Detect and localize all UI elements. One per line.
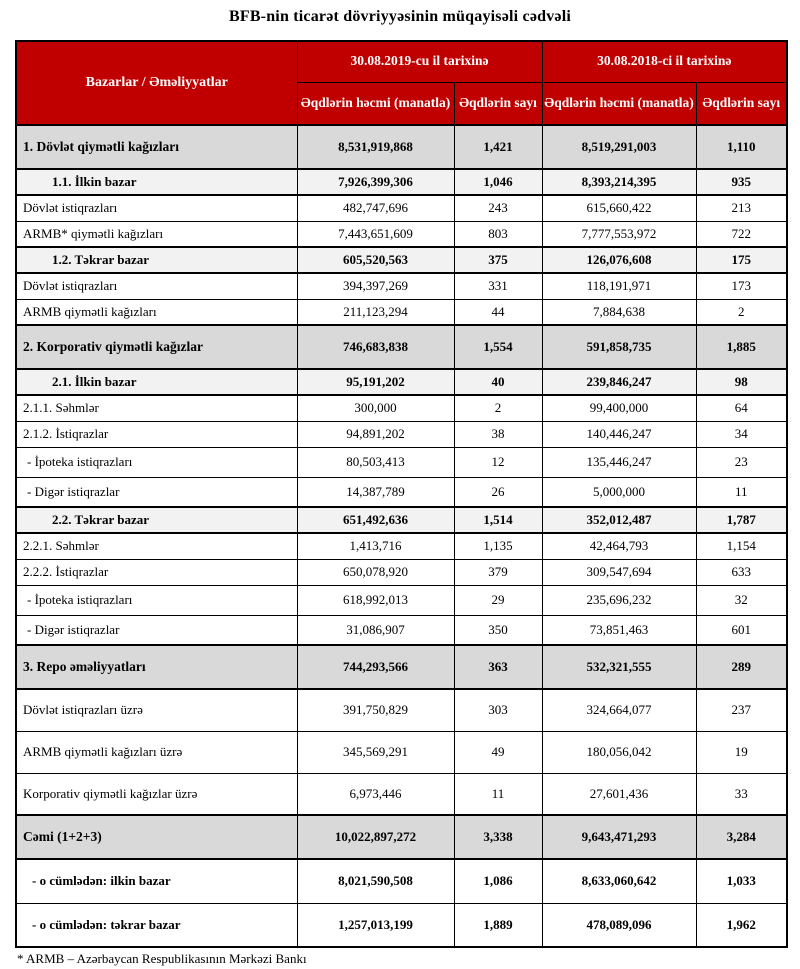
row-value: 7,884,638 (542, 299, 696, 325)
table-row (16, 221, 787, 247)
row-value: 23 (696, 447, 787, 477)
table-row (16, 477, 787, 507)
row-value: 1,086 (454, 859, 542, 903)
row-value: 633 (696, 559, 787, 585)
table-row (16, 299, 787, 325)
row-value: 1,154 (696, 533, 787, 559)
row-value: 33 (696, 773, 787, 815)
row-value: 1,033 (696, 859, 787, 903)
table-row (16, 615, 787, 645)
row-value: 650,078,920 (297, 559, 454, 585)
row-value: 300,000 (297, 395, 454, 421)
row-value: 2 (454, 395, 542, 421)
table-row (16, 447, 787, 477)
row-value: 744,293,566 (297, 645, 454, 689)
table-row (16, 533, 787, 559)
row-value: 239,846,247 (542, 369, 696, 395)
row-value: 8,393,214,395 (542, 169, 696, 195)
table-row (16, 689, 787, 731)
row-value: 7,926,399,306 (297, 169, 454, 195)
table-row (16, 325, 787, 369)
row-label: 2.1.2. İstiqrazlar (16, 421, 297, 447)
row-value: 303 (454, 689, 542, 731)
row-value: 29 (454, 585, 542, 615)
row-value: 2 (696, 299, 787, 325)
row-value: 40 (454, 369, 542, 395)
row-value: 1,135 (454, 533, 542, 559)
row-value: 211,123,294 (297, 299, 454, 325)
row-value: 5,000,000 (542, 477, 696, 507)
table-row (16, 247, 787, 273)
row-value: 213 (696, 195, 787, 221)
row-value: 118,191,971 (542, 273, 696, 299)
row-label: ARMB* qiymətli kağızları (16, 221, 297, 247)
row-value: 175 (696, 247, 787, 273)
row-value: 1,885 (696, 325, 787, 369)
row-label: Dövlət istiqrazları (16, 273, 297, 299)
row-label: 3. Repo əməliyyatları (16, 645, 297, 689)
row-value: 95,191,202 (297, 369, 454, 395)
table-row (16, 815, 787, 859)
row-value: 44 (454, 299, 542, 325)
table-header (16, 41, 787, 125)
row-value: 7,443,651,609 (297, 221, 454, 247)
row-value: 32 (696, 585, 787, 615)
subheader-count-2019: Əqdlərin sayı (454, 82, 542, 125)
row-value: 605,520,563 (297, 247, 454, 273)
row-value: 173 (696, 273, 787, 299)
row-value: 73,851,463 (542, 615, 696, 645)
row-label: - o cümlədən: təkrar bazar (16, 903, 297, 947)
row-value: 8,021,590,508 (297, 859, 454, 903)
row-value: 1,514 (454, 507, 542, 533)
table-row (16, 559, 787, 585)
row-value: 350 (454, 615, 542, 645)
row-value: 99,400,000 (542, 395, 696, 421)
table-row (16, 169, 787, 195)
table-row (16, 645, 787, 689)
row-value: 11 (696, 477, 787, 507)
row-value: 532,321,555 (542, 645, 696, 689)
row-label: 2.2.1. Səhmlər (16, 533, 297, 559)
row-value: 235,696,232 (542, 585, 696, 615)
row-value: 11 (454, 773, 542, 815)
row-value: 9,643,471,293 (542, 815, 696, 859)
row-label: - İpoteka istiqrazları (16, 585, 297, 615)
row-label: - Digər istiqrazlar (16, 477, 297, 507)
row-label: 2. Korporativ qiymətli kağızlar (16, 325, 297, 369)
row-value: 345,569,291 (297, 731, 454, 773)
row-value: 391,750,829 (297, 689, 454, 731)
row-value: 8,633,060,642 (542, 859, 696, 903)
row-value: 1,421 (454, 125, 542, 169)
row-value: 746,683,838 (297, 325, 454, 369)
table-row (16, 369, 787, 395)
row-label: Dövlət istiqrazları üzrə (16, 689, 297, 731)
table-row (16, 395, 787, 421)
row-label: - o cümlədən: ilkin bazar (16, 859, 297, 903)
row-value: 64 (696, 395, 787, 421)
row-value: 31,086,907 (297, 615, 454, 645)
row-value: 1,787 (696, 507, 787, 533)
row-value: 126,076,608 (542, 247, 696, 273)
row-value: 615,660,422 (542, 195, 696, 221)
row-label: 1. Dövlət qiymətli kağızları (16, 125, 297, 169)
row-value: 1,257,013,199 (297, 903, 454, 947)
table-body (16, 125, 787, 947)
row-label: 2.2. Təkrar bazar (16, 507, 297, 533)
table-row (16, 273, 787, 299)
row-label: 2.1. İlkin bazar (16, 369, 297, 395)
row-value: 363 (454, 645, 542, 689)
row-value: 34 (696, 421, 787, 447)
row-value: 1,046 (454, 169, 542, 195)
table-row (16, 507, 787, 533)
row-value: 352,012,487 (542, 507, 696, 533)
row-value: 601 (696, 615, 787, 645)
row-value: 19 (696, 731, 787, 773)
subheader-volume-2019: Əqdlərin həcmi (manatla) (297, 82, 454, 125)
row-value: 94,891,202 (297, 421, 454, 447)
subheader-volume-2018: Əqdlərin həcmi (manatla) (542, 82, 696, 125)
row-value: 10,022,897,272 (297, 815, 454, 859)
row-value: 38 (454, 421, 542, 447)
row-label: 2.1.1. Səhmlər (16, 395, 297, 421)
col-group-2019: 30.08.2019-cu il tarixinə (297, 41, 542, 82)
row-value: 289 (696, 645, 787, 689)
row-value: 331 (454, 273, 542, 299)
row-value: 6,973,446 (297, 773, 454, 815)
row-value: 1,962 (696, 903, 787, 947)
table-row (16, 903, 787, 947)
row-label: Dövlət istiqrazları (16, 195, 297, 221)
row-value: 394,397,269 (297, 273, 454, 299)
table-row (16, 125, 787, 169)
row-label: Korporativ qiymətli kağızlar üzrə (16, 773, 297, 815)
row-value: 1,554 (454, 325, 542, 369)
row-value: 8,519,291,003 (542, 125, 696, 169)
table-row (16, 195, 787, 221)
row-value: 27,601,436 (542, 773, 696, 815)
row-label: - İpoteka istiqrazları (16, 447, 297, 477)
row-value: 237 (696, 689, 787, 731)
row-value: 651,492,636 (297, 507, 454, 533)
table-row (16, 773, 787, 815)
table-row (16, 731, 787, 773)
row-value: 379 (454, 559, 542, 585)
row-value: 309,547,694 (542, 559, 696, 585)
comparison-table (15, 40, 788, 948)
row-label: ARMB qiymətli kağızları (16, 299, 297, 325)
row-value: 618,992,013 (297, 585, 454, 615)
row-value: 1,889 (454, 903, 542, 947)
row-value: 478,089,096 (542, 903, 696, 947)
table-row (16, 859, 787, 903)
row-value: 26 (454, 477, 542, 507)
row-value: 1,413,716 (297, 533, 454, 559)
row-value: 42,464,793 (542, 533, 696, 559)
page-title: BFB-nin ticarət dövriyyəsinin müqayisəli cədvəli (228, 8, 572, 25)
row-value: 80,503,413 (297, 447, 454, 477)
footnote: * ARMB – Azərbaycan Respublikasının Mərkəzi Bankı (17, 951, 307, 966)
subheader-count-2018: Əqdlərin sayı (696, 82, 787, 125)
row-value: 722 (696, 221, 787, 247)
row-value: 803 (454, 221, 542, 247)
row-value: 375 (454, 247, 542, 273)
row-value: 12 (454, 447, 542, 477)
row-value: 180,056,042 (542, 731, 696, 773)
row-value: 135,446,247 (542, 447, 696, 477)
row-value: 935 (696, 169, 787, 195)
row-value: 98 (696, 369, 787, 395)
table-row (16, 585, 787, 615)
row-value: 3,338 (454, 815, 542, 859)
row-label: - Digər istiqrazlar (16, 615, 297, 645)
row-value: 7,777,553,972 (542, 221, 696, 247)
row-value: 8,531,919,868 (297, 125, 454, 169)
row-value: 243 (454, 195, 542, 221)
row-value: 14,387,789 (297, 477, 454, 507)
row-label: 1.1. İlkin bazar (16, 169, 297, 195)
row-label: 1.2. Təkrar bazar (16, 247, 297, 273)
table-row (16, 421, 787, 447)
row-value: 49 (454, 731, 542, 773)
row-value: 591,858,735 (542, 325, 696, 369)
row-label: Cəmi (1+2+3) (16, 815, 297, 859)
corner-header: Bazarlar / Əməliyyatlar (16, 41, 297, 125)
row-label: ARMB qiymətli kağızları üzrə (16, 731, 297, 773)
row-value: 1,110 (696, 125, 787, 169)
row-value: 140,446,247 (542, 421, 696, 447)
row-value: 3,284 (696, 815, 787, 859)
row-value: 482,747,696 (297, 195, 454, 221)
row-label: 2.2.2. İstiqrazlar (16, 559, 297, 585)
row-value: 324,664,077 (542, 689, 696, 731)
col-group-2018: 30.08.2018-ci il tarixinə (542, 41, 787, 82)
